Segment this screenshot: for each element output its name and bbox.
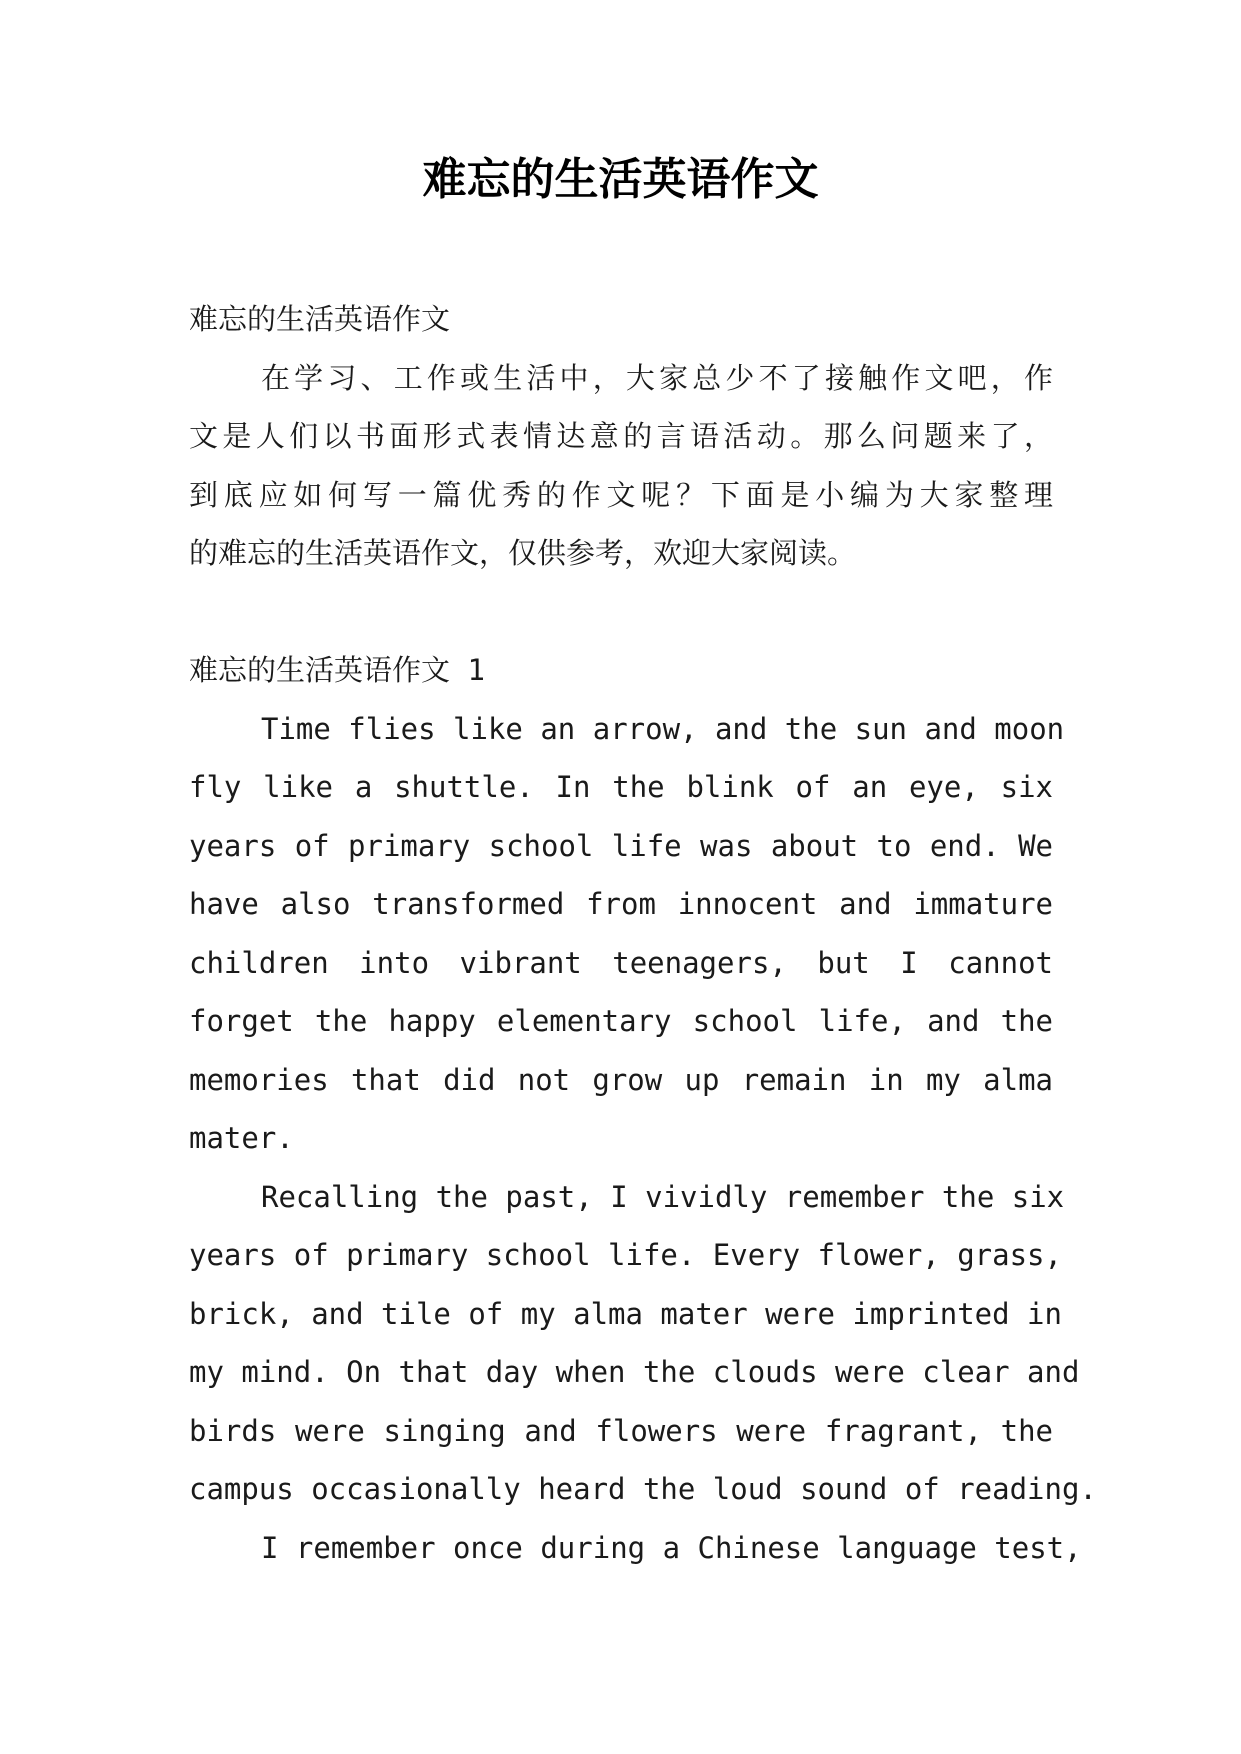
intro-line: 在学习、工作或生活中，大家总少不了接触作文吧，作 xyxy=(261,360,1053,395)
para1-line: children into vibrant teenagers, but I cannot xyxy=(189,945,1053,980)
intro-line: 到底应如何写一篇优秀的作文呢？下面是小编为大家整理 xyxy=(189,477,1053,512)
document-body xyxy=(189,290,1097,1577)
para2-line: years of primary school life. Every flower, grass, xyxy=(189,1238,1062,1272)
paragraph-gap xyxy=(189,583,1053,642)
para2-line: Recalling the past, I vividly remember the six xyxy=(261,1179,1065,1214)
para2-line: brick, and tile of my alma mater were imprinted in xyxy=(189,1296,1062,1331)
para1-line: Time flies like an arrow, and the sun and moon xyxy=(261,711,1065,746)
intro-line: 的难忘的生活英语作文，仅供参考，欢迎大家阅读。 xyxy=(189,536,857,570)
para2-line: campus occasionally heard the loud sound of reading. xyxy=(189,1472,1097,1506)
para1-line: memories that did not grow up remain in my alma xyxy=(189,1062,1053,1097)
para3-line: I remember once during a Chinese language test, xyxy=(261,1530,1082,1565)
para1-line: mater. xyxy=(189,1121,294,1155)
para1-line: years of primary school life was about to end. We xyxy=(189,828,1053,863)
para2-line: birds were singing and flowers were fragrant, the xyxy=(189,1413,1053,1448)
intro-heading: 难忘的生活英语作文 xyxy=(189,302,451,336)
para2-line: my mind. On that day when the clouds were clear and xyxy=(189,1355,1080,1389)
section-heading-1: 难忘的生活英语作文 1 xyxy=(189,653,485,687)
intro-line: 文是人们以书面形式表情达意的言语活动。那么问题来了， xyxy=(189,419,1053,453)
para1-line: forget the happy elementary school life, and the xyxy=(189,1004,1053,1038)
document-title: 难忘的生活英语作文 xyxy=(422,154,819,205)
para1-line: fly like a shuttle. In the blink of an eye, six xyxy=(189,770,1053,804)
para1-line: have also transformed from innocent and immature xyxy=(189,887,1053,921)
